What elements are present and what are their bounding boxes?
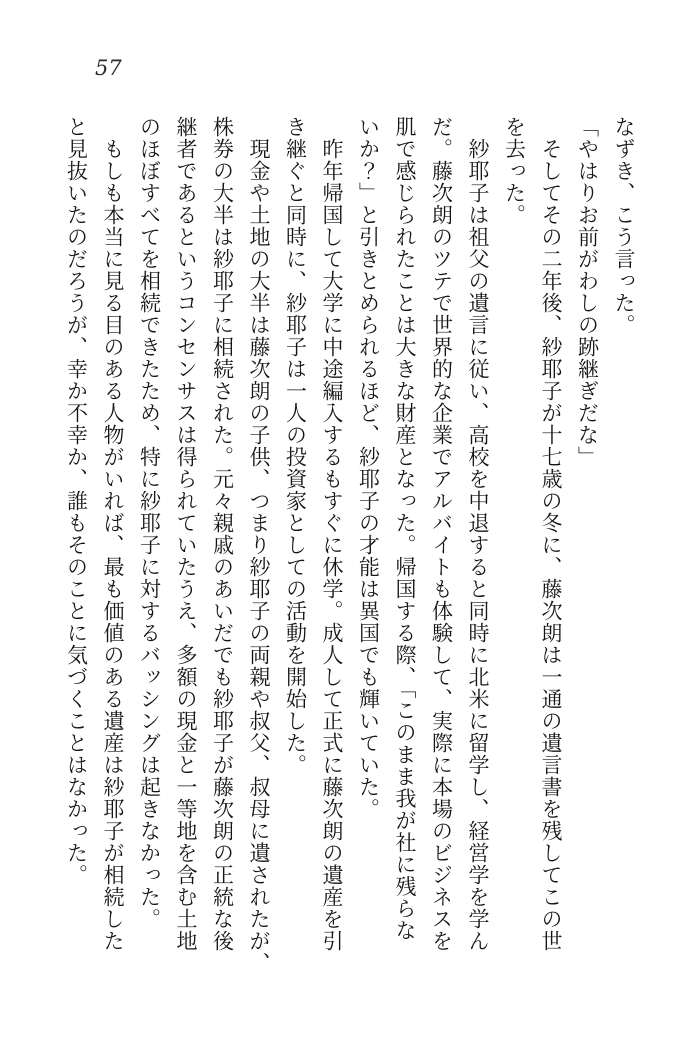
text-column: いか？」と引きとめられるほど、紗耶子の才能は異国でも輝いていた。 [356,116,381,820]
text-column: き継ぐと同時に、紗耶子は一人の投資家としての活動を開始した。 [283,116,308,776]
text-column: を去った。 [502,116,527,226]
body-text [58,116,642,978]
text-column: そしてその二年後、紗耶子が十七歳の冬に、藤次朗は一通の遺言書を残してこの世 [539,116,563,952]
page-number: 57 [95,56,122,80]
text-column: 継者であるというコンセンサスは得られていたうえ、多額の現金と一等地を含む土地 [174,116,198,952]
text-column: なずき、こう言った。 [612,116,636,336]
text-column: 紗耶子は祖父の遺言に従い、高校を中退すると同時に北米に留学し、経営学を学ん [466,116,490,952]
text-column: だ。藤次朗のツテで世界的な企業でアルバイトも体験して、実際に本場のビジネスを [429,116,454,952]
text-column: 現金や土地の大半は藤次朗の子供、つまり紗耶子の両親や叔父、叔母に遺されたが、 [247,116,271,974]
text-column: のほぼすべてを相続できたため、特に紗耶子に対するバッシングは起きなかった。 [137,116,162,930]
text-column: 肌で感じられたことは大きな財産となった。帰国する際、「このまま我が社に残らな [393,116,417,942]
text-column: もしも本当に見る目のある人物がいれば、最も価値のある遺産は紗耶子が相続した [101,116,125,952]
text-column: 「やはりお前がわしの跡継ぎだな」 [575,116,600,468]
text-column: 株券の大半は紗耶子に相続された。元々親戚のあいだでも紗耶子が藤次朗の正統な後 [210,116,235,952]
text-column: と見抜いたのだろうが、幸か不幸か、誰もそのことに気づくことはなかった。 [64,116,89,886]
text-column: 昨年帰国して大学に中途編入するもすぐに休学。成人して正式に藤次朗の遺産を引 [320,116,344,952]
